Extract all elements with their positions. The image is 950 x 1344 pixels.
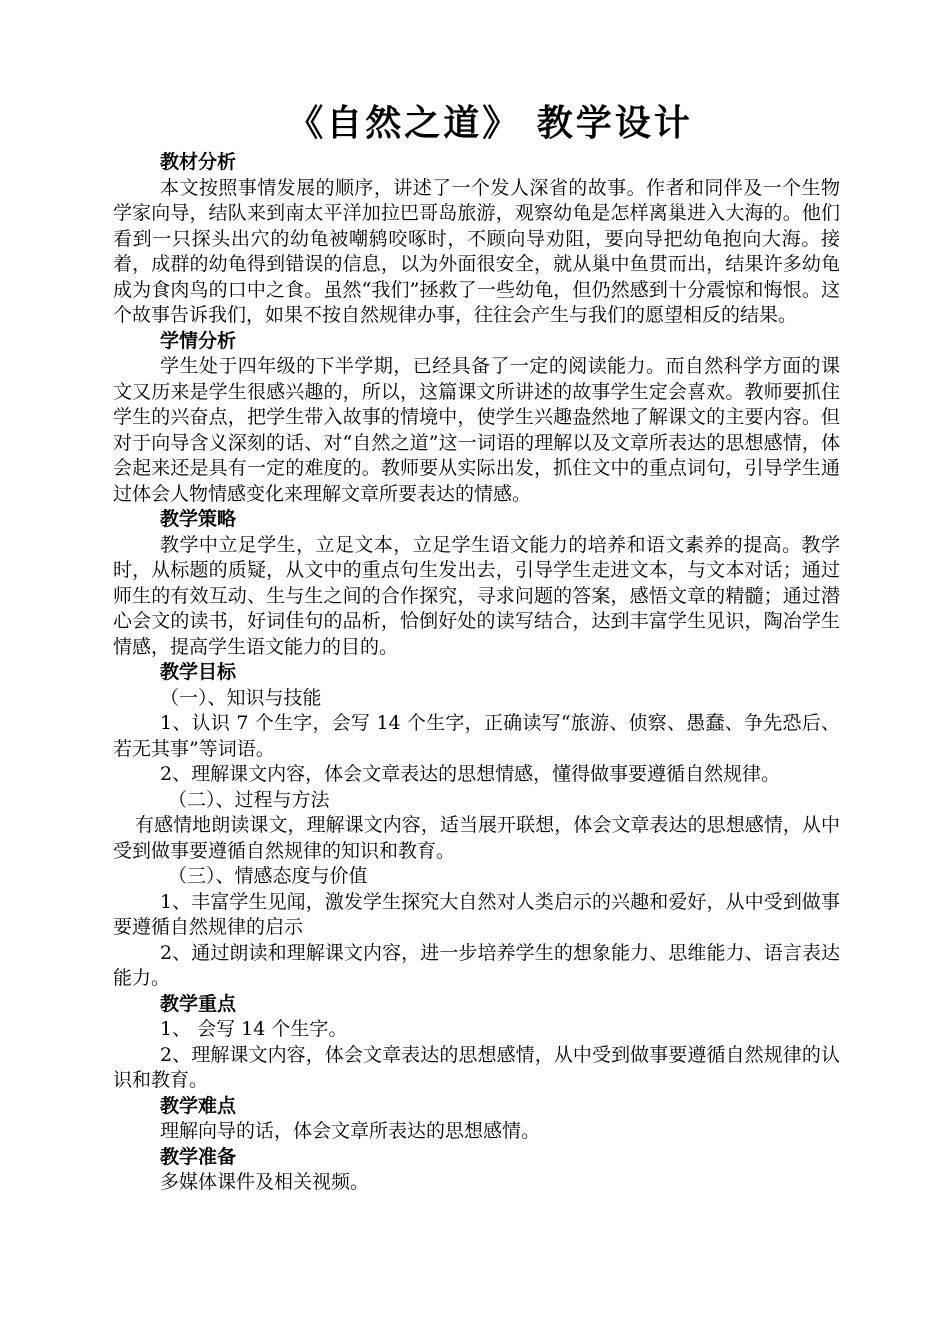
goals-subheading-emotion: （三）、情感态度与价值 (168, 865, 368, 887)
goals-item-4: 1、丰富学生见闻，激发学生探究大自然对人类启示的兴趣和爱好，从中受到做事要遵循自然规律的启示 (113, 890, 840, 938)
section-heading-goals: 教学目标 (160, 661, 237, 683)
section-heading-material: 教材分析 (160, 151, 237, 173)
goals-item-3: 有感情地朗读课文，理解课文内容，适当展开联想，体会文章表达的思想感情，从中受到做事要遵循自然规律的知识和教育。 (113, 814, 840, 862)
key-item-1: 1、 会写 14 个生字。 (160, 1018, 348, 1040)
goals-item-2: 2、理解课文内容，体会文章表达的思想情感，懂得做事要遵循自然规律。 (160, 763, 781, 785)
paragraph-prep: 多媒体课件及相关视频。 (160, 1171, 370, 1193)
goals-item-5: 2、通过朗读和理解课文内容，进一步培养学生的想象能力、思维能力、语言表达能力。 (113, 941, 840, 989)
document-title: 《自然之道》 教学设计 (287, 103, 693, 144)
section-heading-students: 学情分析 (160, 329, 237, 352)
section-heading-prep: 教学准备 (160, 1145, 237, 1168)
paragraph-material: 本文按照事情发展的顺序，讲述了一个发人深省的故事。作者和同伴及一个生物学家向导，结队来到南太平洋加拉巴哥岛旅游，观察幼龟是怎样离巢进入大海的。他们看到一只探头出穴的幼龟被嘲鸫咬啄时，不顾向导劝阻，要向导把幼龟抱向大海。接着，成群的幼龟得到错误的信息，以为外面很安全，就从巢中鱼贯而出，结果许多幼龟成为食肉鸟的口中之食。虽然“我们”拯救了一些幼龟，但仍然感到十分震惊和悔恨。这个故事告诉我们，如果不按自然规律办事，往往会产生与我们的愿望相反的结果。 (113, 176, 840, 326)
document-body (113, 150, 840, 1196)
paragraph-strategy: 教学中立足学生，立足文本，立足学生语文能力的培养和语文素养的提高。教学时，从标题的质疑，从文中的重点句生发出去，引导学生走进文本，与文本对话；通过师生的有效互动、生与生之间的合作探究，寻求问题的答案，感悟文章的精髓；通过潜心会文的读书，好词佳句的品析，恰倒好处的读写结合，达到丰富学生见识，陶冶学生情感，提高学生语文能力的目的。 (113, 533, 840, 658)
key-item-2: 2、理解课文内容，体会文章表达的思想感情，从中受到做事要遵循自然规律的认识和教育。 (113, 1043, 840, 1091)
goals-item-1: 1、认识 7 个生字，会写 14 个生字，正确读写“旅游、侦察、愚蠢、争先恐后、若无其事”等词语。 (113, 712, 840, 760)
paragraph-difficulty: 理解向导的话，体会文章所表达的思想感情。 (160, 1120, 541, 1142)
goals-subheading-knowledge: （一）、知识与技能 (160, 686, 322, 709)
section-heading-difficulty: 教学难点 (160, 1094, 237, 1117)
paragraph-students: 学生处于四年级的下半学期，已经具备了一定的阅读能力。而自然科学方面的课文又历来是学生很感兴趣的，所以，这篇课文所讲述的故事学生定会喜欢。教师要抓住学生的兴奋点，把学生带入故事的情境中，使学生兴趣盎然地了解课文的主要内容。但对于向导含义深刻的话、对“自然之道”这一词语的理解以及文章所表达的思想感情，体会起来还是具有一定的难度的。教师要从实际出发，抓住文中的重点词句，引导学生通过体会人物情感变化来理解文章所要表达的情感。 (113, 355, 840, 505)
section-heading-key: 教学重点 (160, 992, 237, 1015)
section-heading-strategy: 教学策略 (160, 508, 237, 530)
goals-subheading-process: （二）、过程与方法 (168, 788, 330, 811)
